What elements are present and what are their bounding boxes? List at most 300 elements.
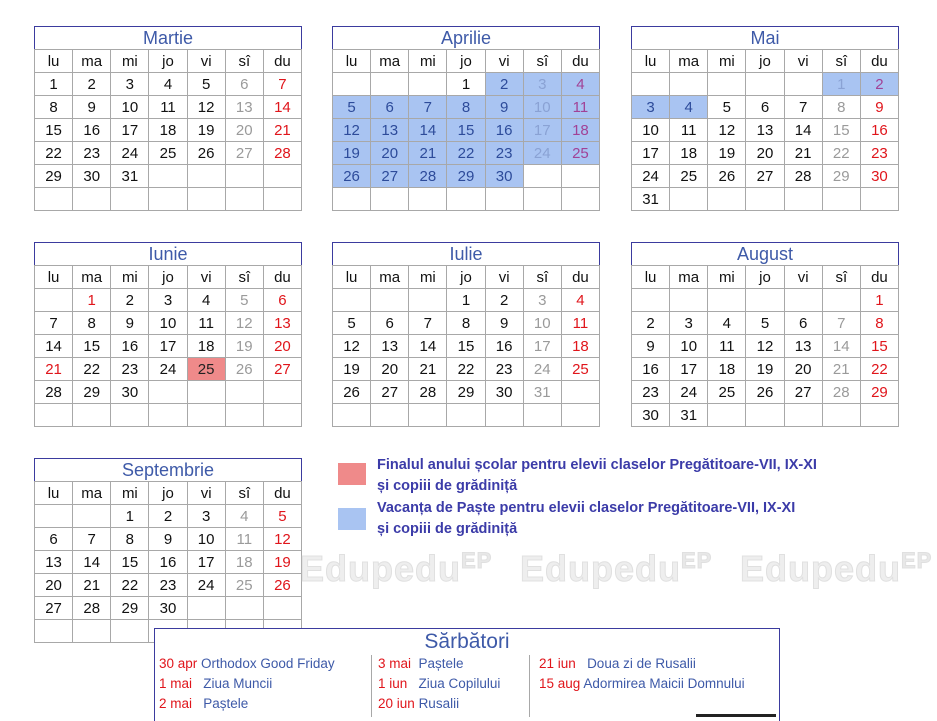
empty-cell — [111, 188, 149, 211]
day-cell: 24 — [670, 381, 708, 404]
day-cell: 14 — [784, 119, 822, 142]
day-cell: 7 — [73, 528, 111, 551]
day-cell: 6 — [784, 312, 822, 335]
empty-cell — [860, 404, 898, 427]
month-calendar — [34, 26, 302, 211]
weekday-header: jo — [149, 266, 187, 289]
day-cell: 20 — [225, 119, 263, 142]
month-title: Iulie — [333, 243, 600, 266]
day-cell: 14 — [409, 119, 447, 142]
day-cell: 8 — [35, 96, 73, 119]
day-cell: 17 — [632, 142, 670, 165]
empty-cell — [746, 188, 784, 211]
day-cell: 15 — [822, 119, 860, 142]
day-cell: 11 — [561, 96, 599, 119]
day-cell: 25 — [708, 381, 746, 404]
empty-cell — [35, 188, 73, 211]
empty-cell — [746, 289, 784, 312]
weekday-header: mi — [111, 50, 149, 73]
weekday-header: du — [860, 266, 898, 289]
day-cell: 12 — [225, 312, 263, 335]
empty-cell — [35, 404, 73, 427]
day-cell: 3 — [523, 73, 561, 96]
empty-cell — [670, 289, 708, 312]
empty-cell — [746, 73, 784, 96]
day-cell: 28 — [263, 142, 301, 165]
day-cell: 19 — [333, 358, 371, 381]
day-cell: 7 — [822, 312, 860, 335]
day-cell: 16 — [860, 119, 898, 142]
day-cell: 9 — [860, 96, 898, 119]
day-cell: 5 — [263, 505, 301, 528]
empty-cell — [225, 381, 263, 404]
day-cell: 2 — [485, 73, 523, 96]
month-calendar — [34, 242, 302, 427]
day-cell: 31 — [670, 404, 708, 427]
day-cell: 24 — [149, 358, 187, 381]
day-cell: 29 — [111, 597, 149, 620]
watermark: Edupedu$^{EP}$ — [520, 548, 713, 589]
empty-cell — [187, 597, 225, 620]
empty-cell — [371, 73, 409, 96]
day-cell: 28 — [409, 381, 447, 404]
day-cell: 3 — [632, 96, 670, 119]
empty-cell — [523, 165, 561, 188]
day-cell: 23 — [73, 142, 111, 165]
day-cell: 27 — [263, 358, 301, 381]
empty-cell — [860, 188, 898, 211]
weekday-header: sî — [523, 50, 561, 73]
day-cell: 14 — [263, 96, 301, 119]
empty-cell — [263, 381, 301, 404]
empty-cell — [149, 188, 187, 211]
day-cell: 22 — [447, 358, 485, 381]
empty-cell — [561, 404, 599, 427]
day-cell: 19 — [708, 142, 746, 165]
day-cell: 12 — [333, 119, 371, 142]
holidays-column-3 — [539, 654, 745, 694]
day-cell: 25 — [225, 574, 263, 597]
day-cell: 9 — [485, 96, 523, 119]
day-cell: 21 — [263, 119, 301, 142]
empty-cell — [111, 620, 149, 643]
day-cell: 17 — [149, 335, 187, 358]
watermark: Edupedu$^{EP}$ — [740, 548, 933, 589]
day-cell: 9 — [632, 335, 670, 358]
empty-cell — [73, 188, 111, 211]
holidays-column-2 — [378, 654, 500, 714]
holiday-item: 30 apr Orthodox Good Friday — [159, 656, 335, 671]
day-cell: 19 — [746, 358, 784, 381]
month-title: Septembrie — [35, 459, 302, 482]
day-cell: 7 — [784, 96, 822, 119]
day-cell: 19 — [333, 142, 371, 165]
empty-cell — [333, 404, 371, 427]
weekday-header: mi — [708, 266, 746, 289]
day-cell: 6 — [225, 73, 263, 96]
day-cell: 14 — [409, 335, 447, 358]
day-cell: 4 — [149, 73, 187, 96]
day-cell: 18 — [225, 551, 263, 574]
weekday-header: sî — [225, 50, 263, 73]
day-cell: 4 — [561, 289, 599, 312]
weekday-header: du — [263, 482, 301, 505]
day-cell: 16 — [149, 551, 187, 574]
weekday-header: du — [263, 50, 301, 73]
day-cell: 18 — [149, 119, 187, 142]
month-table — [34, 242, 302, 427]
day-cell: 1 — [111, 505, 149, 528]
empty-cell — [561, 381, 599, 404]
month-table — [631, 26, 899, 211]
weekday-header: jo — [746, 50, 784, 73]
day-cell: 4 — [561, 73, 599, 96]
day-cell: 22 — [447, 142, 485, 165]
weekday-header: vi — [187, 50, 225, 73]
day-cell: 6 — [371, 96, 409, 119]
day-cell: 26 — [333, 165, 371, 188]
day-cell: 22 — [822, 142, 860, 165]
day-cell: 5 — [708, 96, 746, 119]
empty-cell — [35, 505, 73, 528]
day-cell: 22 — [35, 142, 73, 165]
day-cell: 12 — [263, 528, 301, 551]
weekday-header: ma — [73, 266, 111, 289]
weekday-header: mi — [708, 50, 746, 73]
day-cell: 17 — [111, 119, 149, 142]
day-cell: 27 — [784, 381, 822, 404]
day-cell: 17 — [187, 551, 225, 574]
day-cell: 17 — [670, 358, 708, 381]
empty-cell — [263, 165, 301, 188]
empty-cell — [187, 188, 225, 211]
day-cell: 30 — [111, 381, 149, 404]
day-cell: 24 — [523, 358, 561, 381]
holiday-item: 2 mai Paștele — [159, 696, 249, 711]
day-cell: 8 — [822, 96, 860, 119]
empty-cell — [35, 620, 73, 643]
day-cell: 20 — [371, 142, 409, 165]
month-calendar — [631, 242, 899, 427]
empty-cell — [561, 165, 599, 188]
day-cell: 15 — [111, 551, 149, 574]
empty-cell — [333, 73, 371, 96]
day-cell: 29 — [822, 165, 860, 188]
holidays-title: Sărbători — [424, 630, 510, 653]
day-cell: 14 — [73, 551, 111, 574]
empty-cell — [409, 188, 447, 211]
day-cell: 10 — [523, 96, 561, 119]
day-cell: 29 — [35, 165, 73, 188]
empty-cell — [822, 188, 860, 211]
day-cell: 20 — [371, 358, 409, 381]
day-cell: 8 — [111, 528, 149, 551]
holiday-item: 15 aug Adormirea Maicii Domnului — [539, 676, 745, 691]
day-cell: 10 — [149, 312, 187, 335]
weekday-header: mi — [409, 266, 447, 289]
empty-cell — [523, 188, 561, 211]
day-cell: 24 — [632, 165, 670, 188]
empty-cell — [225, 188, 263, 211]
weekday-header: ma — [73, 50, 111, 73]
day-cell: 29 — [73, 381, 111, 404]
day-cell: 2 — [632, 312, 670, 335]
day-cell: 5 — [333, 312, 371, 335]
day-cell: 30 — [485, 381, 523, 404]
day-cell: 26 — [225, 358, 263, 381]
day-cell: 13 — [371, 335, 409, 358]
day-cell: 13 — [263, 312, 301, 335]
day-cell: 23 — [485, 142, 523, 165]
month-title: Mai — [632, 27, 899, 50]
day-cell: 18 — [708, 358, 746, 381]
weekday-header: sî — [523, 266, 561, 289]
day-cell: 15 — [35, 119, 73, 142]
day-cell: 18 — [187, 335, 225, 358]
day-cell: 27 — [746, 165, 784, 188]
empty-cell — [225, 404, 263, 427]
weekday-header: jo — [447, 266, 485, 289]
weekday-header: lu — [333, 266, 371, 289]
day-cell: 2 — [860, 73, 898, 96]
day-cell: 22 — [860, 358, 898, 381]
empty-cell — [523, 404, 561, 427]
empty-cell — [111, 404, 149, 427]
empty-cell — [225, 165, 263, 188]
day-cell: 8 — [447, 312, 485, 335]
empty-cell — [708, 289, 746, 312]
empty-cell — [708, 188, 746, 211]
empty-cell — [187, 165, 225, 188]
day-cell: 14 — [822, 335, 860, 358]
day-cell: 24 — [187, 574, 225, 597]
day-cell: 29 — [447, 381, 485, 404]
day-cell: 26 — [333, 381, 371, 404]
day-cell: 4 — [225, 505, 263, 528]
day-cell: 16 — [73, 119, 111, 142]
day-cell: 6 — [35, 528, 73, 551]
day-cell: 28 — [409, 165, 447, 188]
day-cell: 7 — [409, 312, 447, 335]
day-cell: 24 — [111, 142, 149, 165]
empty-cell — [784, 188, 822, 211]
day-cell: 31 — [632, 188, 670, 211]
holiday-item: 3 mai Paștele — [378, 656, 464, 671]
day-cell: 4 — [187, 289, 225, 312]
month-calendar — [631, 26, 899, 211]
day-cell: 5 — [333, 96, 371, 119]
weekday-header: sî — [822, 50, 860, 73]
day-cell: 8 — [73, 312, 111, 335]
day-cell: 11 — [561, 312, 599, 335]
weekday-header: mi — [111, 266, 149, 289]
day-cell: 14 — [35, 335, 73, 358]
day-cell: 7 — [35, 312, 73, 335]
day-cell: 16 — [485, 335, 523, 358]
day-cell: 27 — [371, 165, 409, 188]
day-cell: 25 — [561, 358, 599, 381]
month-calendar — [332, 242, 600, 427]
empty-cell — [708, 404, 746, 427]
day-cell: 1 — [860, 289, 898, 312]
weekday-header: du — [561, 266, 599, 289]
day-cell: 20 — [263, 335, 301, 358]
day-cell: 2 — [111, 289, 149, 312]
day-cell: 3 — [149, 289, 187, 312]
day-cell: 26 — [708, 165, 746, 188]
weekday-header: mi — [111, 482, 149, 505]
month-title: Aprilie — [333, 27, 600, 50]
day-cell: 10 — [632, 119, 670, 142]
day-cell: 18 — [561, 119, 599, 142]
day-cell: 13 — [371, 119, 409, 142]
day-cell: 26 — [746, 381, 784, 404]
month-calendar — [34, 458, 302, 643]
weekday-header: ma — [670, 50, 708, 73]
day-cell: 18 — [561, 335, 599, 358]
day-cell: 21 — [822, 358, 860, 381]
month-table — [34, 458, 302, 643]
month-table — [332, 26, 600, 211]
empty-cell — [670, 188, 708, 211]
legend-text: Vacanța de Paște pentru elevii claselor Pregătitoare-VII, IX-XI și copiii de grădiniță — [377, 500, 796, 537]
day-cell: 29 — [447, 165, 485, 188]
day-cell: 17 — [523, 335, 561, 358]
weekday-header: ma — [73, 482, 111, 505]
day-cell: 13 — [746, 119, 784, 142]
empty-cell — [149, 165, 187, 188]
month-title: Iunie — [35, 243, 302, 266]
day-cell: 30 — [632, 404, 670, 427]
empty-cell — [263, 597, 301, 620]
day-cell: 10 — [111, 96, 149, 119]
day-cell: 16 — [485, 119, 523, 142]
legend-swatch-red — [338, 463, 366, 485]
month-table — [631, 242, 899, 427]
empty-cell — [784, 73, 822, 96]
empty-cell — [784, 404, 822, 427]
day-cell: 19 — [225, 335, 263, 358]
weekday-header: vi — [485, 50, 523, 73]
weekday-header: ma — [371, 50, 409, 73]
day-cell: 29 — [860, 381, 898, 404]
day-cell: 2 — [73, 73, 111, 96]
day-cell: 9 — [73, 96, 111, 119]
empty-cell — [149, 404, 187, 427]
weekday-header: du — [561, 50, 599, 73]
day-cell: 8 — [447, 96, 485, 119]
empty-cell — [447, 404, 485, 427]
empty-cell — [784, 289, 822, 312]
day-cell: 13 — [784, 335, 822, 358]
day-cell: 27 — [225, 142, 263, 165]
day-cell: 25 — [149, 142, 187, 165]
day-cell: 19 — [187, 119, 225, 142]
weekday-header: sî — [225, 266, 263, 289]
empty-cell — [708, 73, 746, 96]
weekday-header: jo — [149, 482, 187, 505]
day-cell: 1 — [73, 289, 111, 312]
weekday-header: sî — [225, 482, 263, 505]
empty-cell — [670, 73, 708, 96]
day-cell: 31 — [523, 381, 561, 404]
weekday-header: lu — [35, 266, 73, 289]
holidays-box — [154, 628, 780, 721]
empty-cell — [447, 188, 485, 211]
day-cell: 31 — [111, 165, 149, 188]
weekday-header: vi — [485, 266, 523, 289]
day-cell: 25 — [670, 165, 708, 188]
day-cell: 23 — [632, 381, 670, 404]
day-cell: 20 — [784, 358, 822, 381]
day-cell: 23 — [149, 574, 187, 597]
divider — [529, 655, 530, 717]
day-cell: 27 — [371, 381, 409, 404]
legend-text: Finalul anului școlar pentru elevii claselor Pregătitoare-VII, IX-XI și copiii de grădiniță — [377, 457, 817, 494]
empty-cell — [73, 620, 111, 643]
day-cell: 18 — [670, 142, 708, 165]
day-cell: 11 — [149, 96, 187, 119]
day-cell: 10 — [523, 312, 561, 335]
month-title: Martie — [35, 27, 302, 50]
month-table — [34, 26, 302, 211]
day-cell: 23 — [111, 358, 149, 381]
day-cell: 4 — [708, 312, 746, 335]
day-cell: 17 — [523, 119, 561, 142]
month-calendar — [332, 26, 600, 211]
day-cell: 10 — [187, 528, 225, 551]
holiday-item: 1 iun Ziua Copilului — [378, 676, 501, 691]
weekday-header: lu — [35, 482, 73, 505]
day-cell: 23 — [860, 142, 898, 165]
weekday-header: vi — [784, 266, 822, 289]
weekday-header: vi — [187, 482, 225, 505]
day-cell: 1 — [35, 73, 73, 96]
day-cell: 11 — [708, 335, 746, 358]
weekday-header: du — [263, 266, 301, 289]
empty-cell — [371, 404, 409, 427]
holiday-item: 21 iun Doua zi de Rusalii — [539, 656, 696, 671]
day-cell: 21 — [35, 358, 73, 381]
day-cell: 26 — [187, 142, 225, 165]
day-cell: 16 — [632, 358, 670, 381]
empty-cell — [746, 404, 784, 427]
empty-cell — [822, 404, 860, 427]
weekday-header: vi — [784, 50, 822, 73]
day-cell: 1 — [822, 73, 860, 96]
day-cell: 12 — [708, 119, 746, 142]
day-cell: 2 — [485, 289, 523, 312]
day-cell: 26 — [263, 574, 301, 597]
weekday-header: mi — [409, 50, 447, 73]
day-cell: 7 — [409, 96, 447, 119]
day-cell: 11 — [225, 528, 263, 551]
day-cell: 15 — [447, 335, 485, 358]
weekday-header: du — [860, 50, 898, 73]
day-cell: 5 — [187, 73, 225, 96]
day-cell: 11 — [670, 119, 708, 142]
day-cell: 3 — [670, 312, 708, 335]
day-cell: 30 — [149, 597, 187, 620]
day-cell: 7 — [263, 73, 301, 96]
day-cell: 12 — [187, 96, 225, 119]
day-cell: 21 — [784, 142, 822, 165]
holiday-item: 1 mai Ziua Muncii — [159, 676, 273, 691]
day-cell: 15 — [447, 119, 485, 142]
empty-cell — [561, 188, 599, 211]
day-cell: 1 — [447, 289, 485, 312]
day-cell: 9 — [111, 312, 149, 335]
